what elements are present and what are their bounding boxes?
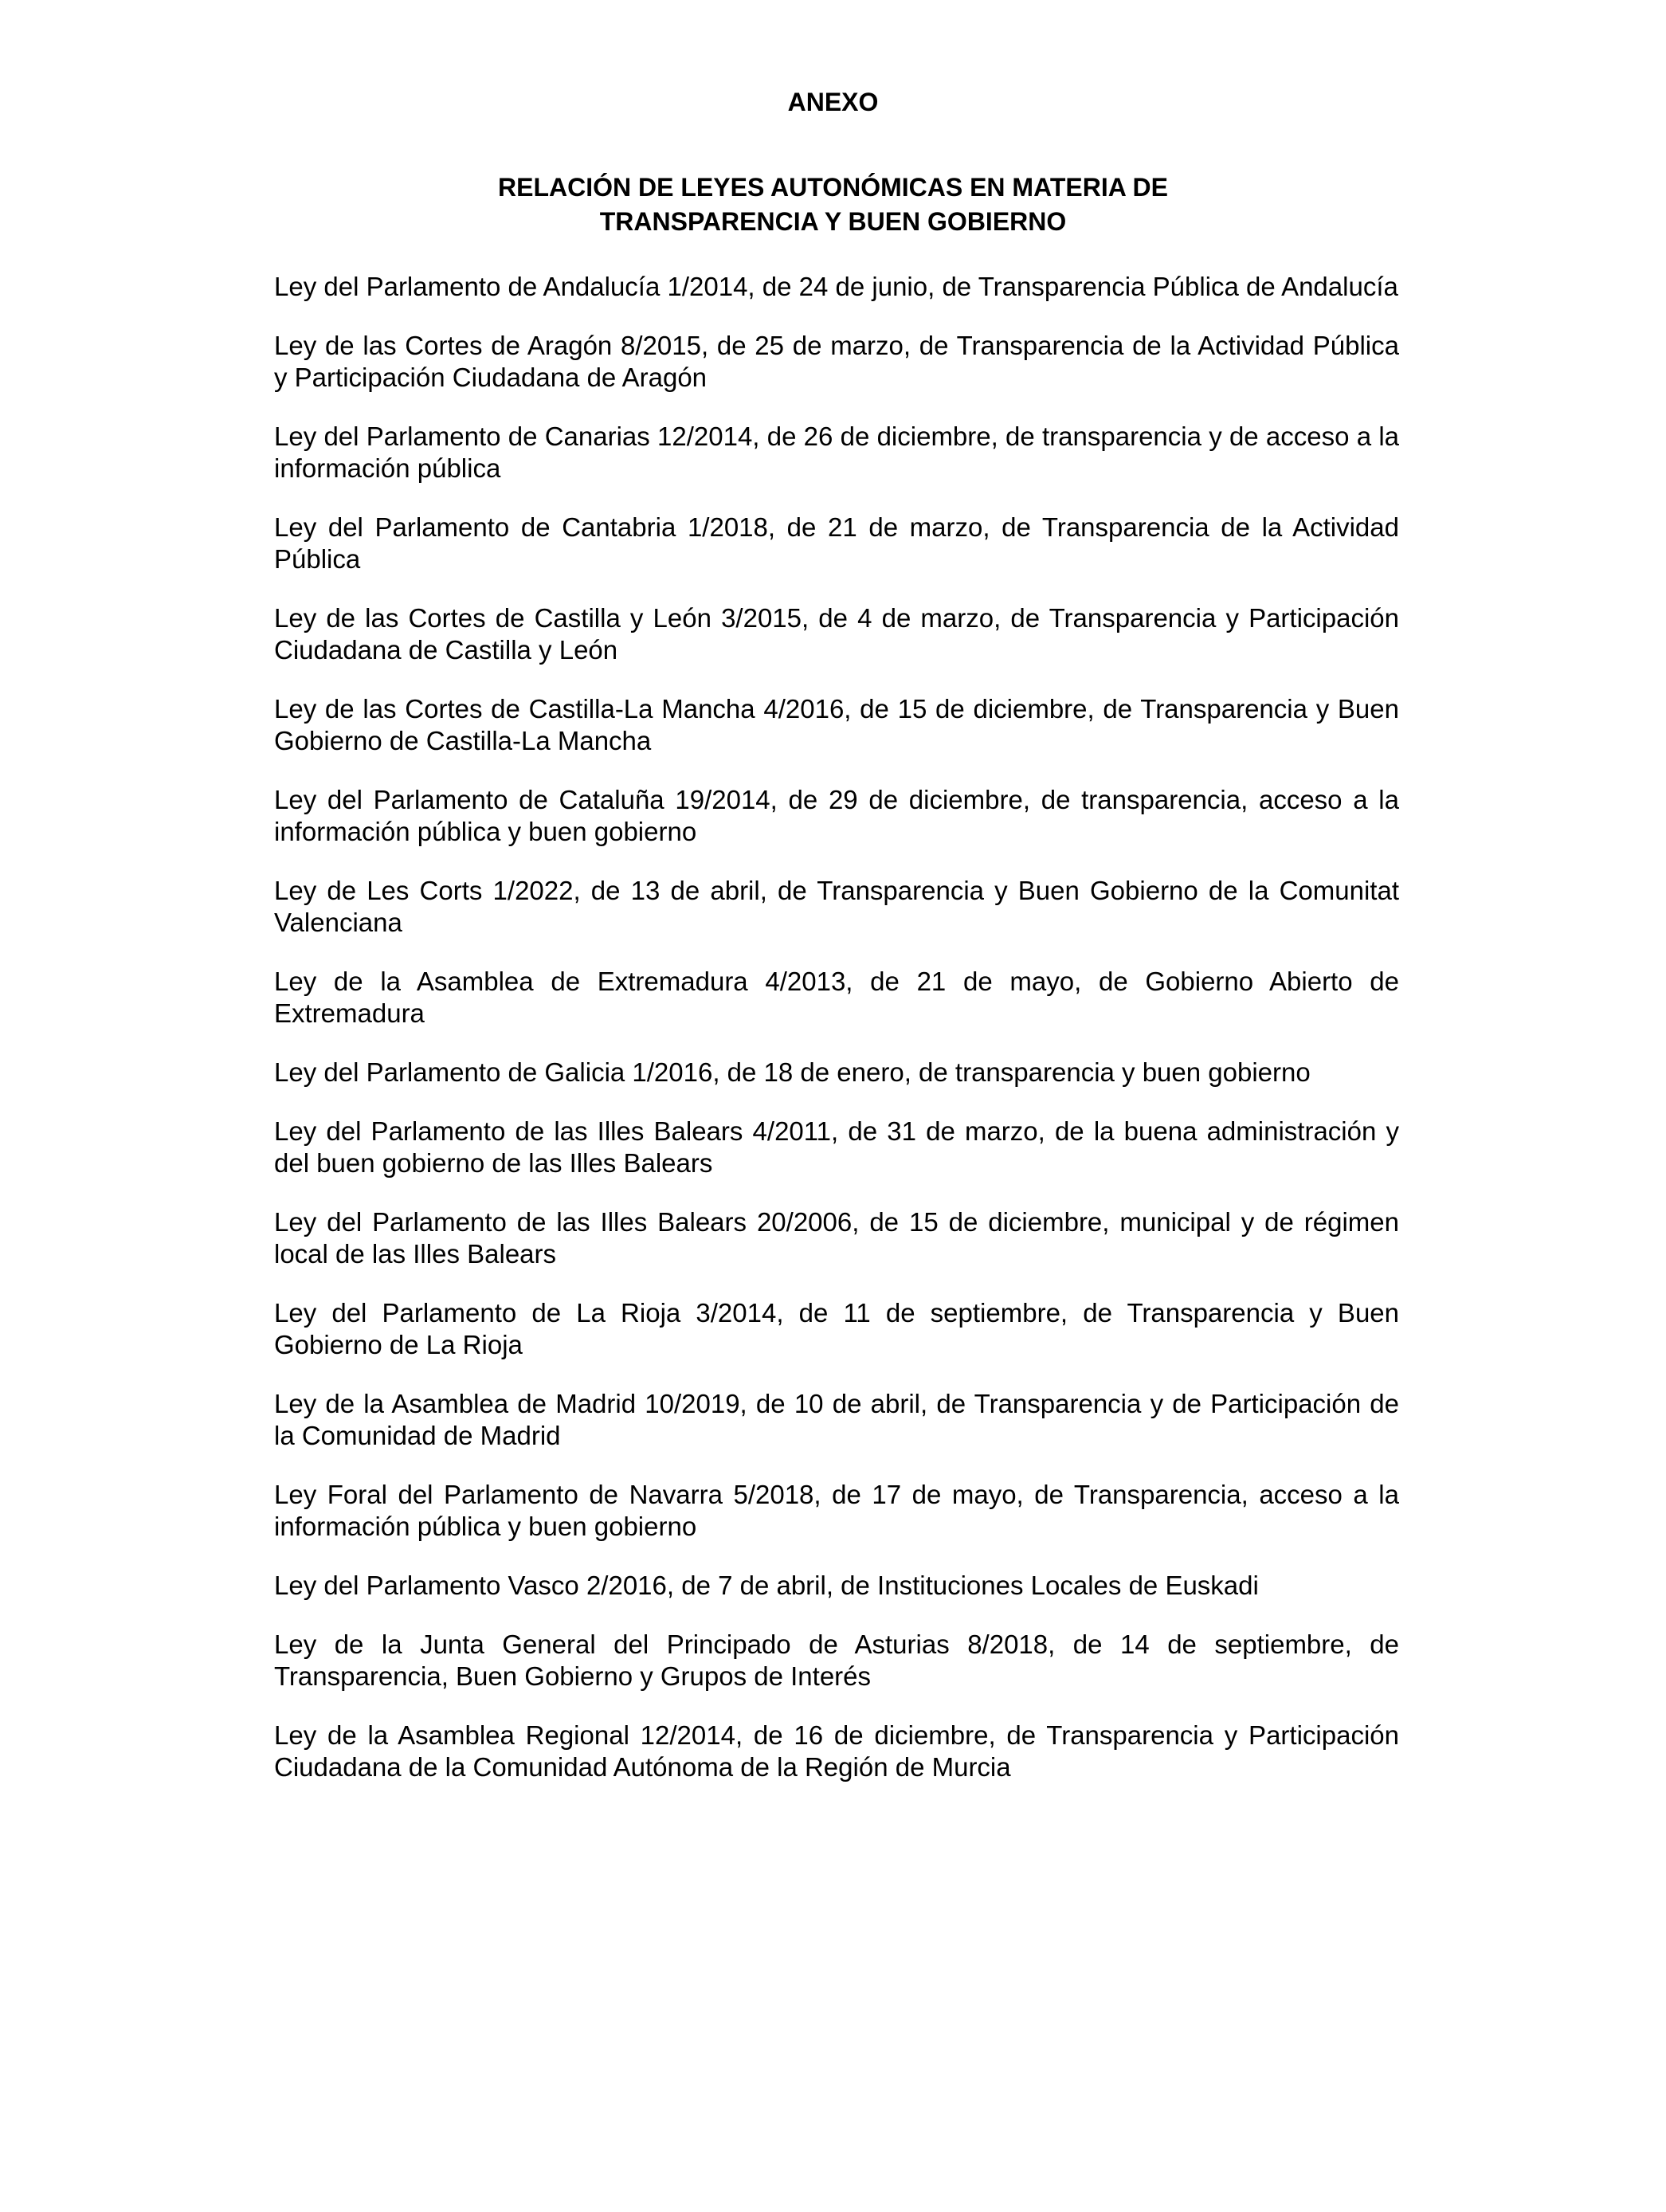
- law-item: Ley de las Cortes de Castilla-La Mancha 4/2016, de 15 de diciembre, de Transparencia y Buen Gobierno de Castilla-La Mancha: [274, 694, 1399, 755]
- law-item: Ley del Parlamento de las Illes Balears 20/2006, de 15 de diciembre, municipal y de régimen local de las Illes Balears: [274, 1207, 1399, 1269]
- law-list: [274, 271, 1399, 1810]
- law-item: Ley del Parlamento de las Illes Balears 4/2011, de 31 de marzo, de la buena administración y del buen gobierno de las Illes Balears: [274, 1116, 1399, 1178]
- law-item: Ley de la Junta General del Principado de Asturias 8/2018, de 14 de septiembre, de Transparencia, Buen Gobierno y Grupos de Interés: [274, 1630, 1399, 1691]
- law-item: Ley del Parlamento Vasco 2/2016, de 7 de abril, de Instituciones Locales de Euskadi: [274, 1571, 1259, 1600]
- law-item: Ley de la Asamblea de Extremadura 4/2013, de 21 de mayo, de Gobierno Abierto de Extremadura: [274, 967, 1399, 1028]
- law-item: Ley del Parlamento de Andalucía 1/2014, de 24 de junio, de Transparencia Pública de Andalucía: [274, 272, 1398, 301]
- list-title-line-2: TRANSPARENCIA Y BUEN GOBIERNO: [599, 207, 1067, 236]
- list-title-line-1: RELACIÓN DE LEYES AUTONÓMICAS EN MATERIA DE: [498, 173, 1168, 202]
- law-item: Ley de la Asamblea de Madrid 10/2019, de 10 de abril, de Transparencia y de Participación de la Comunidad de Madrid: [274, 1389, 1399, 1450]
- law-item: Ley de las Cortes de Aragón 8/2015, de 25 de marzo, de Transparencia de la Actividad Pública y Participación Ciudadana de Aragón: [274, 331, 1399, 392]
- law-item: Ley del Parlamento de Cataluña 19/2014, de 29 de diciembre, de transparencia, acceso a la información pública y buen gobierno: [274, 785, 1399, 846]
- law-item: Ley de la Asamblea Regional 12/2014, de 16 de diciembre, de Transparencia y Participación Ciudadana de la Comunidad Autónoma de la Región de Murcia: [274, 1720, 1399, 1782]
- law-item: Ley de las Cortes de Castilla y León 3/2015, de 4 de marzo, de Transparencia y Participación Ciudadana de Castilla y León: [274, 603, 1399, 665]
- law-item: Ley del Parlamento de Canarias 12/2014, de 26 de diciembre, de transparencia y de acceso a la información pública: [274, 422, 1399, 483]
- law-item: Ley del Parlamento de Cantabria 1/2018, de 21 de marzo, de Transparencia de la Actividad Pública: [274, 512, 1399, 574]
- law-item: Ley Foral del Parlamento de Navarra 5/2018, de 17 de mayo, de Transparencia, acceso a la información pública y buen gobierno: [274, 1480, 1399, 1541]
- law-item: Ley del Parlamento de Galicia 1/2016, de 18 de enero, de transparencia y buen gobierno: [274, 1057, 1311, 1087]
- annex-title: ANEXO: [787, 88, 879, 116]
- law-item: Ley de Les Corts 1/2022, de 13 de abril, de Transparencia y Buen Gobierno de la Comunitat Valenciana: [274, 876, 1399, 937]
- law-item: Ley del Parlamento de La Rioja 3/2014, de 11 de septiembre, de Transparencia y Buen Gobierno de La Rioja: [274, 1298, 1399, 1359]
